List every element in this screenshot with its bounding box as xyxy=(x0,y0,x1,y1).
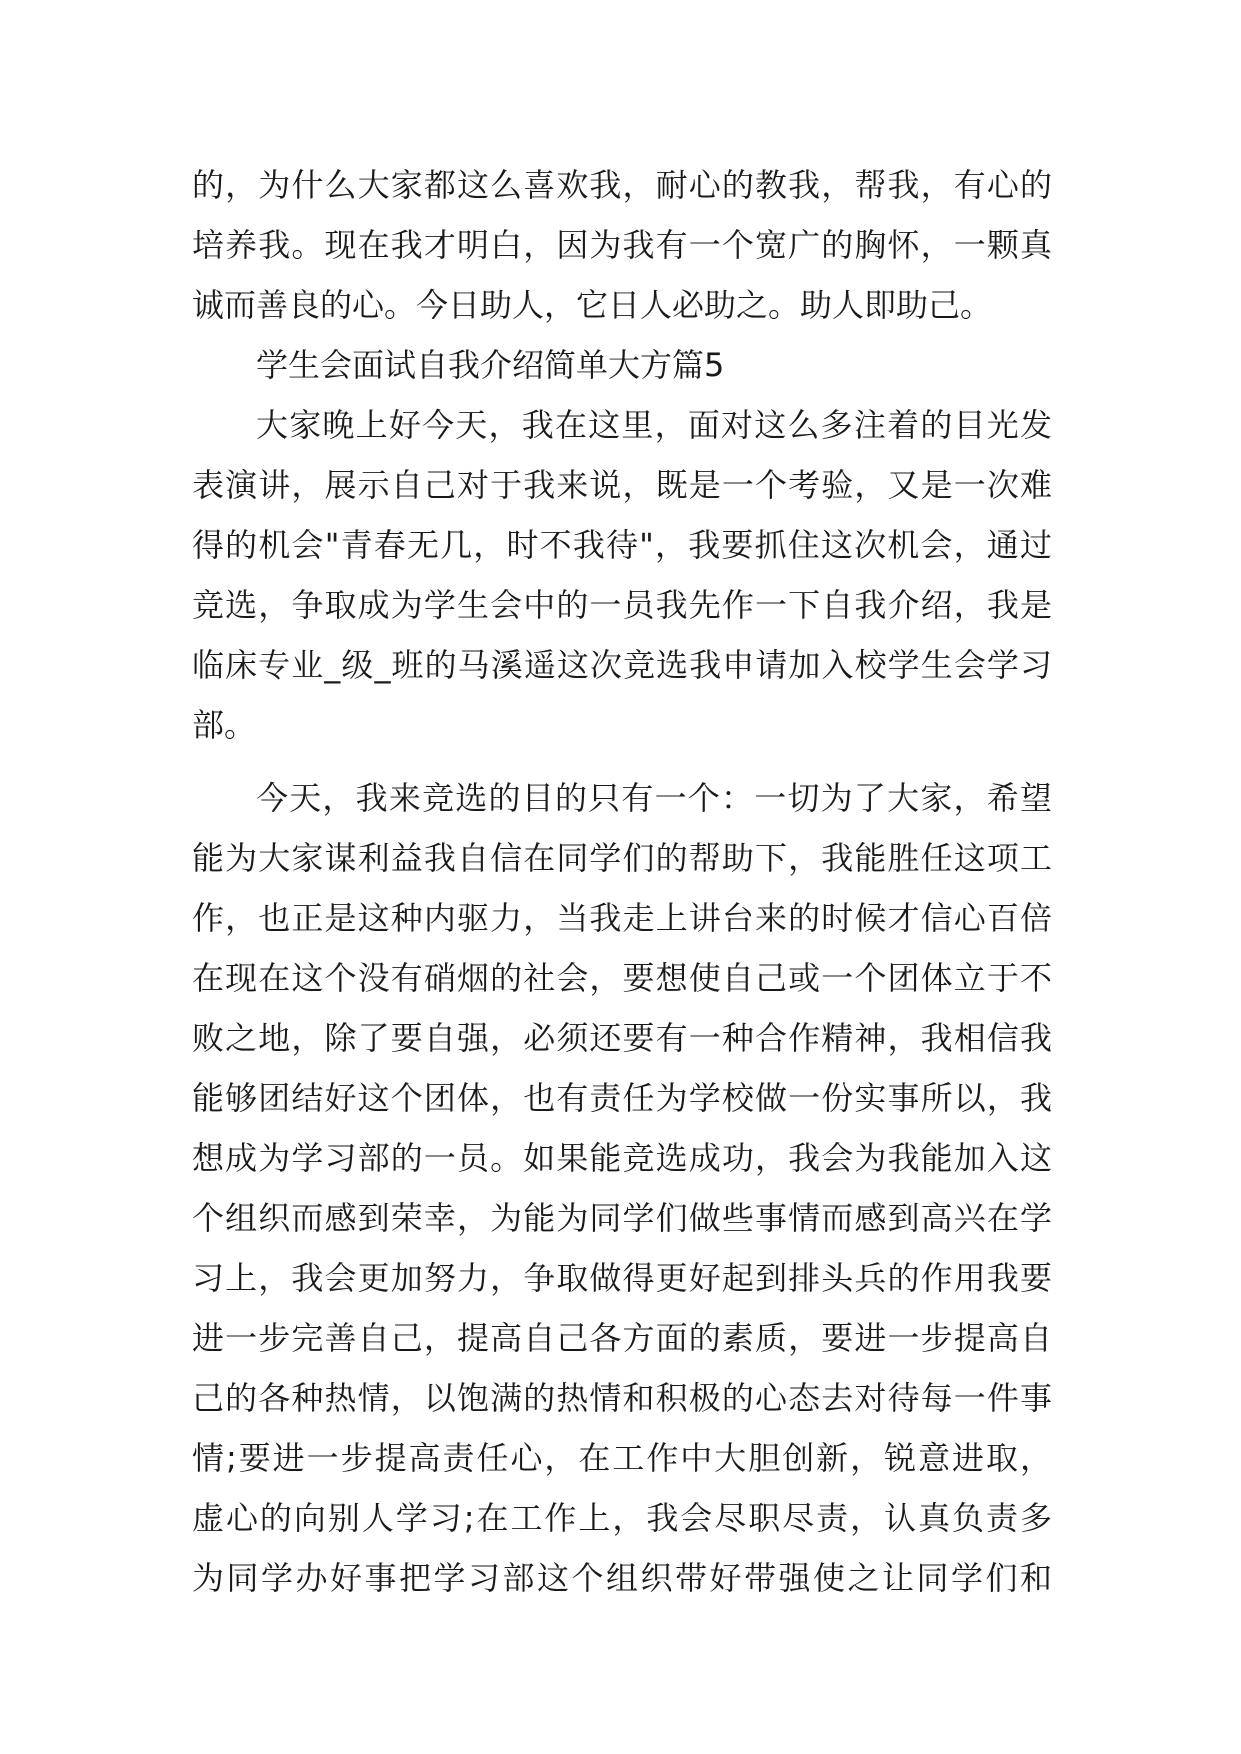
text-line: 大家晚上好今天，我在这里，面对这么多注着的目光发 xyxy=(256,406,1052,444)
text-line: 作，也正是这种内驱力，当我走上讲台来的时候才信心百倍 xyxy=(192,899,1052,937)
document-body xyxy=(192,155,1052,1608)
text-line: 进一步完善自己，提高自己各方面的素质，要进一步提高自 xyxy=(192,1319,1052,1357)
text-line: 能够团结好这个团体，也有责任为学校做一份实事所以，我 xyxy=(192,1079,1052,1117)
text-line: 今天，我来竞选的目的只有一个：一切为了大家，希望 xyxy=(256,779,1052,817)
paragraph-1 xyxy=(192,155,1052,335)
text-line: 习上，我会更加努力，争取做得更好起到排头兵的作用我要 xyxy=(192,1259,1052,1297)
text-line: 的，为什么大家都这么喜欢我，耐心的教我，帮我，有心的 xyxy=(192,166,1052,204)
paragraph-2 xyxy=(192,395,1052,755)
text-line: 败之地，除了要自强，必须还要有一种合作精神，我相信我 xyxy=(192,1019,1052,1057)
text-line: 得的机会"青春无几，时不我待"，我要抓住这次机会，通过 xyxy=(192,526,1052,564)
paragraph-spacer xyxy=(192,755,1052,768)
text-line: 表演讲，展示自己对于我来说，既是一个考验，又是一次难 xyxy=(192,466,1052,504)
text-line: 为同学办好事把学习部这个组织带好带强使之让同学们和 xyxy=(192,1559,1052,1597)
text-line: 培养我。现在我才明白，因为我有一个宽广的胸怀，一颗真 xyxy=(192,226,1052,264)
text-line: 在现在这个没有硝烟的社会，要想使自己或一个团体立于不 xyxy=(192,959,1052,997)
text-line: 临床专业_级_班的马溪遥这次竞选我申请加入校学生会学习 xyxy=(192,646,1052,684)
text-line: 个组织而感到荣幸，为能为同学们做些事情而感到高兴在学 xyxy=(192,1199,1052,1237)
text-line: 竞选，争取成为学生会中的一员我先作一下自我介绍，我是 xyxy=(192,586,1052,624)
text-line: 想成为学习部的一员。如果能竞选成功，我会为我能加入这 xyxy=(192,1139,1052,1177)
text-line: 虚心的向别人学习;在工作上，我会尽职尽责，认真负责多 xyxy=(192,1499,1052,1537)
paragraph-3 xyxy=(192,768,1052,1608)
heading-line: 学生会面试自我介绍简单大方篇5 xyxy=(256,346,725,384)
section-heading xyxy=(192,335,1052,395)
text-line: 诚而善良的心。今日助人，它日人必助之。助人即助己。 xyxy=(192,286,993,324)
text-line: 部。 xyxy=(192,706,257,744)
text-line: 己的各种热情，以饱满的热情和积极的心态去对待每一件事 xyxy=(192,1379,1052,1417)
text-line: 情;要进一步提高责任心，在工作中大胆创新，锐意进取， xyxy=(192,1439,1052,1477)
text-line: 能为大家谋利益我自信在同学们的帮助下，我能胜任这项工 xyxy=(192,839,1052,877)
